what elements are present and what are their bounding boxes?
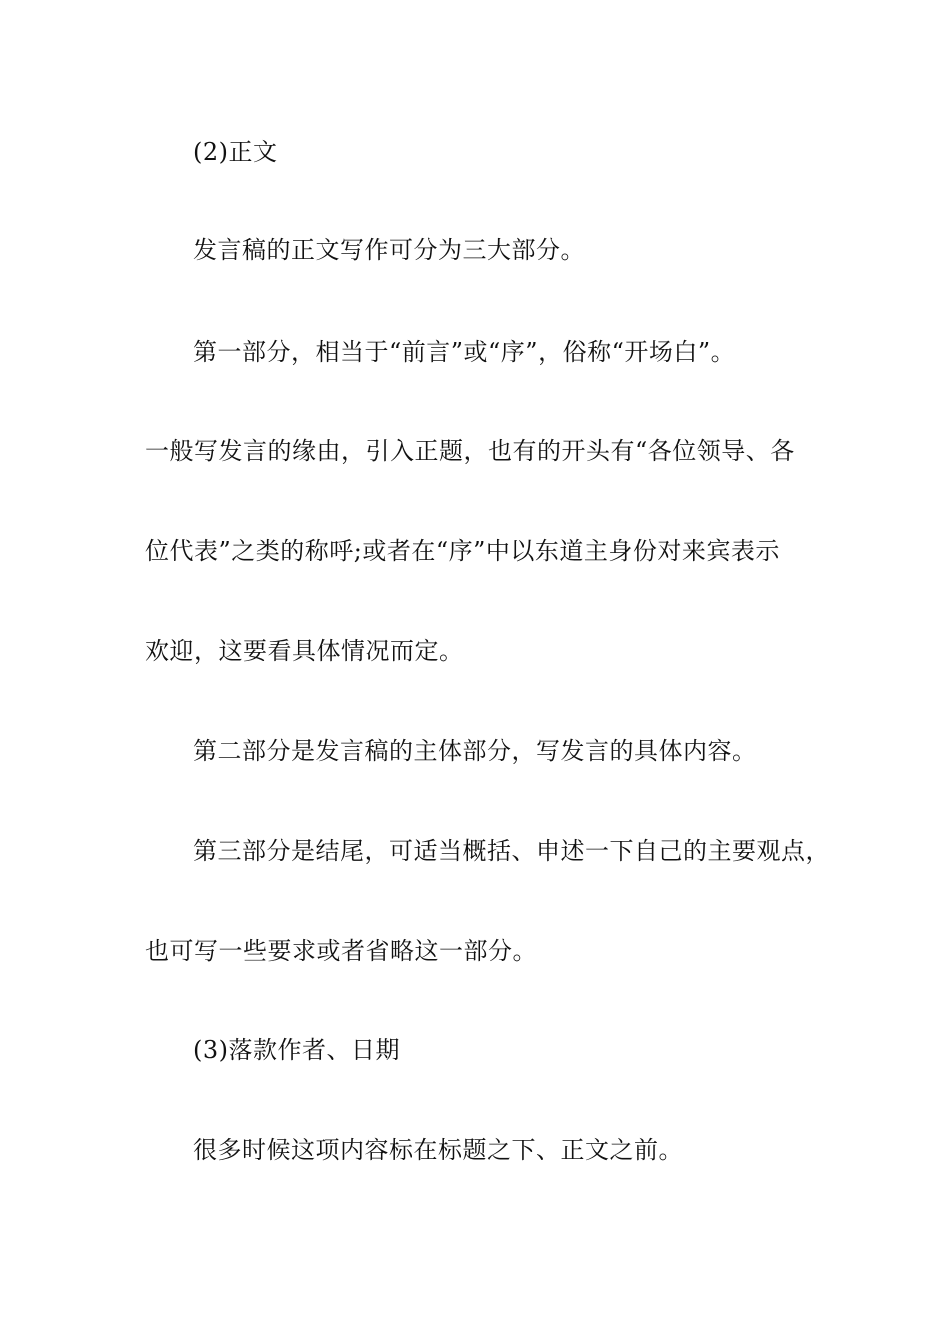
heading-signature-date: (3)落款作者、日期 (193, 1036, 400, 1064)
heading-body-text: (2)正文 (193, 138, 278, 166)
paragraph-part-three-line-1: 第三部分是结尾，可适当概括、申述一下自己的主要观点， (193, 837, 830, 865)
paragraph-intro: 发言稿的正文写作可分为三大部分。 (193, 236, 585, 264)
paragraph-signature-note: 很多时候这项内容标在标题之下、正文之前。 (193, 1136, 683, 1164)
paragraph-part-three-line-2: 也可写一些要求或者省略这一部分。 (145, 937, 537, 965)
paragraph-part-one-line-4: 欢迎，这要看具体情况而定。 (145, 637, 464, 665)
paragraph-part-one-line-1: 第一部分，相当于“前言”或“序”，俗称“开场白”。 (193, 338, 736, 366)
paragraph-part-one-line-3: 位代表”之类的称呼;或者在“序”中以东道主身份对来宾表示 (145, 537, 780, 565)
paragraph-part-one-line-2: 一般写发言的缘由，引入正题，也有的开头有“各位领导、各 (145, 437, 795, 465)
paragraph-part-two: 第二部分是发言稿的主体部分，写发言的具体内容。 (193, 737, 757, 765)
